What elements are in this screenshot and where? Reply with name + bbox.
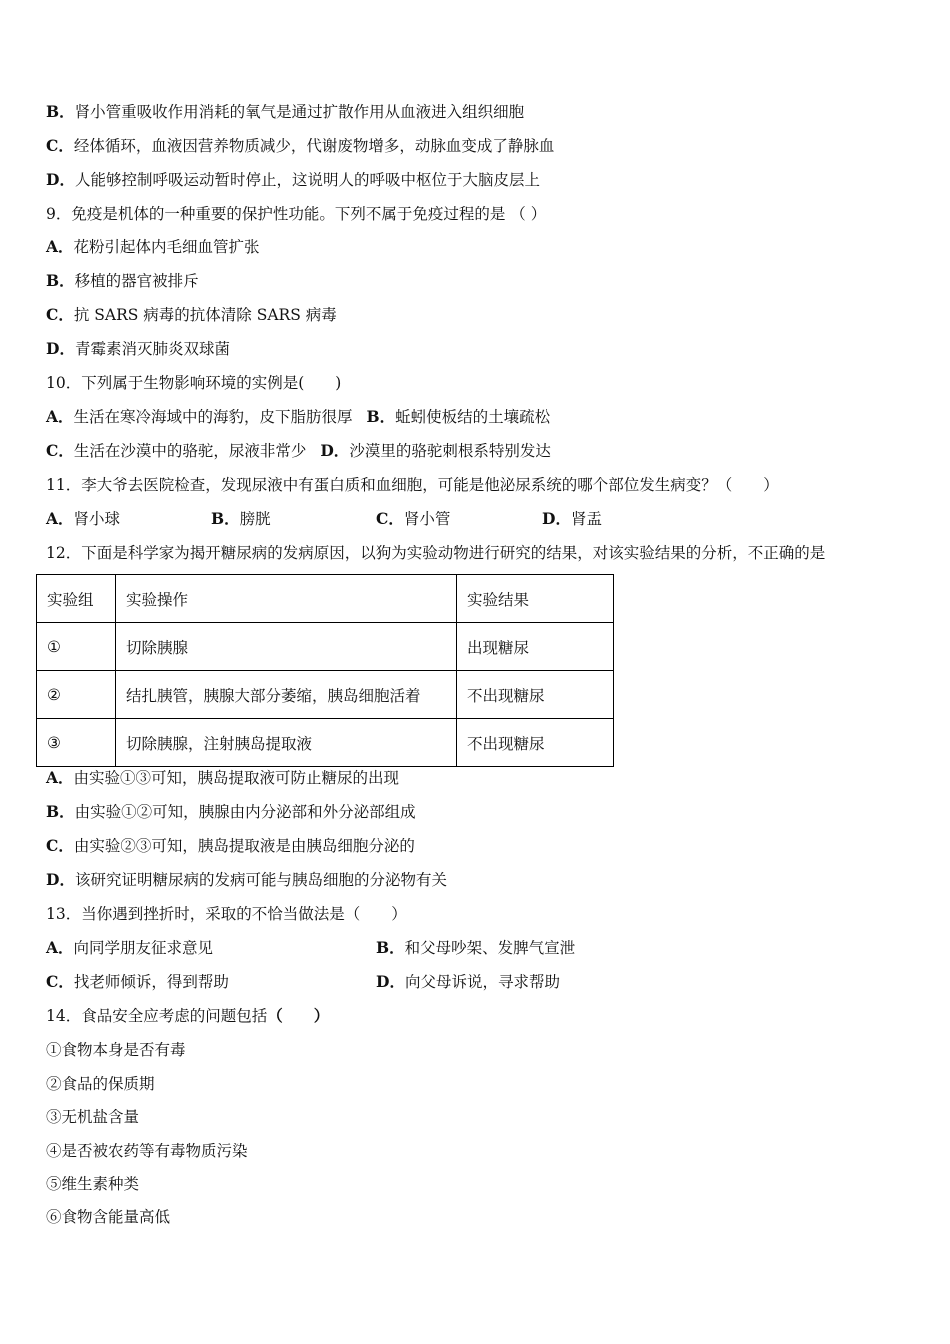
q9-option-c: C．抗 SARS 病毒的抗体清除 SARS 病毒 (46, 305, 337, 324)
q12-option-b: B．由实验①②可知，胰腺由内分泌部和外分泌部组成 (46, 802, 416, 821)
table-header-cell: 实验结果 (457, 575, 614, 623)
table-row (37, 623, 614, 671)
q9-stem: 9．免疫是机体的一种重要的保护性功能。下列不属于免疫过程的是 （ ） (46, 205, 547, 223)
q8-option-b: B．肾小管重吸收作用消耗的氧气是通过扩散作用从血液进入组织细胞 (46, 102, 525, 121)
table-cell: 出现糖尿 (457, 623, 614, 671)
q9-option-a: A．花粉引起体内毛细血管扩张 (46, 237, 260, 256)
q14-item: ②食品的保质期 (46, 1075, 155, 1093)
table-cell: 结扎胰管，胰腺大部分萎缩，胰岛细胞活着 (116, 671, 457, 719)
table-cell: ③ (37, 719, 116, 767)
q14-item: ④是否被农药等有毒物质污染 (46, 1142, 248, 1160)
q13-option-d: D．向父母诉说，寻求帮助 (376, 972, 560, 991)
table-cell: ① (37, 623, 116, 671)
q13-option-b: B．和父母吵架、发脾气宣泄 (376, 938, 576, 957)
q12-option-c: C．由实验②③可知，胰岛提取液是由胰岛细胞分泌的 (46, 836, 415, 855)
q14-item: ⑤维生素种类 (46, 1175, 140, 1193)
table-header-cell: 实验组 (37, 575, 116, 623)
q14-item: ③无机盐含量 (46, 1108, 140, 1126)
table-header-cell: 实验操作 (116, 575, 457, 623)
q10-options-ab: A．生活在寒冷海域中的海豹，皮下脂肪很厚 B．蚯蚓使板结的土壤疏松 (46, 407, 551, 426)
table-row (37, 671, 614, 719)
table-cell: 不出现糖尿 (457, 671, 614, 719)
q8-option-d: D．人能够控制呼吸运动暂时停止，这说明人的呼吸中枢位于大脑皮层上 (46, 170, 540, 189)
q11-option-c: C．肾小管 (376, 509, 451, 528)
q10-stem: 10．下列属于生物影响环境的实例是( ) (46, 374, 342, 392)
q11-stem: 11．李大爷去医院检查，发现尿液中有蛋白质和血细胞，可能是他泌尿系统的哪个部位发生病变？（ ） (46, 476, 779, 494)
q11-option-d: D．肾盂 (542, 509, 602, 528)
q9-option-b: B．移植的器官被排斥 (46, 271, 199, 290)
q12-option-d: D．该研究证明糖尿病的发病可能与胰岛细胞的分泌物有关 (46, 870, 447, 889)
q13-stem: 13．当你遇到挫折时，采取的不恰当做法是（ ） (46, 905, 407, 923)
q10-options-cd: C．生活在沙漠中的骆驼，尿液非常少 D．沙漠里的骆驼刺根系特别发达 (46, 441, 551, 460)
experiment-table (36, 574, 614, 767)
q14-item: ①食物本身是否有毒 (46, 1041, 186, 1059)
q12-stem: 12．下面是科学家为揭开糖尿病的发病原因，以狗为实验动物进行研究的结果，对该实验结果的分析，不正确的是 (46, 544, 826, 562)
q11-option-a: A．肾小球 (46, 509, 121, 528)
q9-option-d: D．青霉素消灭肺炎双球菌 (46, 339, 230, 358)
q14-item: ⑥食物含能量高低 (46, 1208, 171, 1226)
table-cell: 切除胰腺 (116, 623, 457, 671)
q13-option-c: C．找老师倾诉，得到帮助 (46, 972, 229, 991)
q12-option-a: A．由实验①③可知，胰岛提取液可防止糖尿的出现 (46, 768, 400, 787)
table-row (37, 719, 614, 767)
q8-option-c: C．经体循环，血液因营养物质减少，代谢废物增多，动脉血变成了静脉血 (46, 136, 555, 155)
q13-option-a: A．向同学朋友征求意见 (46, 938, 214, 957)
table-cell: 切除胰腺，注射胰岛提取液 (116, 719, 457, 767)
q14-stem: 14．食品安全应考虑的问题包括（ ） (46, 1006, 330, 1025)
table-cell: 不出现糖尿 (457, 719, 614, 767)
q11-option-b: B．膀胱 (211, 509, 271, 528)
table-cell: ② (37, 671, 116, 719)
table-header-row (37, 575, 614, 623)
